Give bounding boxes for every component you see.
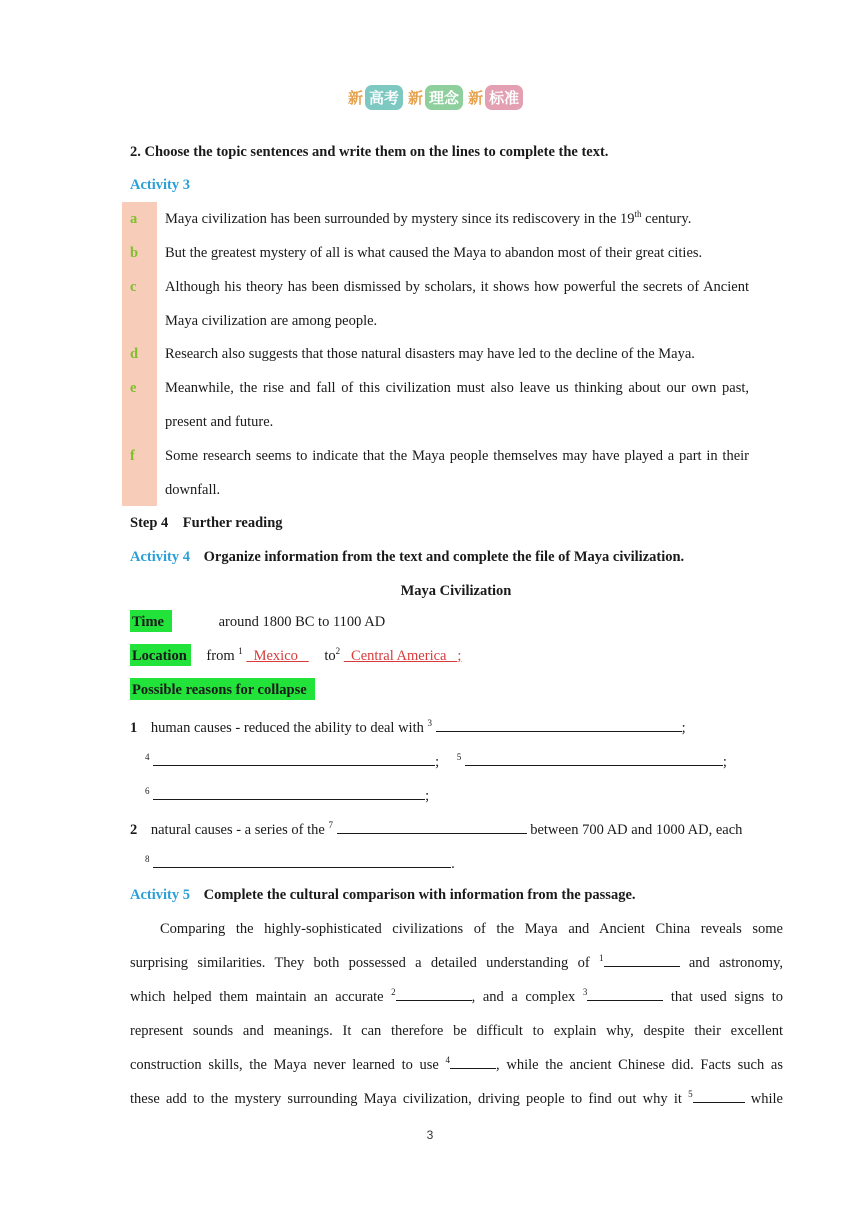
logo-part: 标准 — [485, 85, 523, 110]
option-b: But the greatest mystery of all is what caused the Maya to abandon most of their great cities. — [165, 245, 703, 261]
option-letter-b: b — [130, 245, 139, 261]
blank-4[interactable] — [153, 752, 435, 766]
blank-8[interactable] — [153, 854, 451, 868]
option-letter-c: c — [130, 279, 137, 295]
header-logo — [346, 84, 526, 110]
option-f: Some research seems to indicate that the Maya people themselves may have played a part in their downfall. — [165, 448, 749, 498]
option-letter-f: f — [130, 448, 135, 464]
activity5-instruction: Complete the cultural comparison with information from the passage. — [203, 887, 636, 903]
logo-part: 新 — [408, 88, 424, 107]
activity4-header — [130, 549, 684, 566]
blank-p5[interactable] — [693, 1089, 745, 1103]
option-d: Research also suggests that those natural disasters may have led to the decline of the Maya. — [165, 346, 695, 362]
passage-line-3: which helped them maintain an accurate $^2$ , and a complex $^3$ that used signs to — [130, 987, 783, 1005]
time-label: Time — [130, 610, 172, 632]
section-title: 2. Choose the topic sentences and write them on the lines to complete the text. — [130, 144, 609, 160]
passage-line-5: construction skills, the Maya never learned to use $^4$ , while the ancient Chinese did. Facts such as — [130, 1055, 783, 1073]
activity4-instruction: Organize information from the text and complete the file of Maya civilization. — [203, 549, 685, 565]
logo-part: 高考 — [365, 85, 403, 110]
blank-p3[interactable] — [587, 987, 663, 1001]
cause-item-2: 2 natural causes - a series of the $^7$ between 700 AD and 1000 AD, each — [130, 820, 743, 838]
activity5-header — [130, 887, 636, 904]
cause-item-1: 1 human causes - reduced the ability to deal with $^3$ ; — [130, 718, 686, 736]
time-row — [130, 614, 385, 631]
step4-title: Step 4 Further reading — [130, 515, 283, 531]
option-letter-a: a — [130, 211, 138, 227]
passage-line-6: these add to the mystery surrounding Maya civilization, driving people to find out why it $^5$ while — [130, 1089, 783, 1107]
blank-6[interactable] — [153, 786, 425, 800]
reasons-row — [130, 682, 315, 699]
passage-line-1: Comparing the highly-sophisticated civilizations of the Maya and Ancient China reveals some — [160, 921, 783, 937]
blank-p2[interactable] — [396, 987, 472, 1001]
activity3-label: Activity 3 — [130, 177, 190, 193]
option-e: Meanwhile, the rise and fall of this civilization must also leave us thinking about our own past, present and future. — [165, 380, 749, 430]
file-title: Maya Civilization — [400, 583, 512, 599]
letter-column — [122, 202, 157, 506]
option-a: Maya civilization has been surrounded by mystery since its rediscovery in the 19th century. — [165, 209, 692, 227]
blank-6-row: $^6$ ; — [145, 786, 430, 804]
option-c: Although his theory has been dismissed by scholars, it shows how powerful the secrets of Ancient Maya civilization are among people. — [165, 279, 749, 329]
blank-8-row: $^8$ . — [145, 854, 455, 872]
blank-7[interactable] — [337, 820, 527, 834]
blank-3[interactable] — [436, 718, 682, 732]
blank-p1[interactable] — [604, 953, 680, 967]
activity5-label: Activity 5 — [130, 887, 190, 903]
activity4-label: Activity 4 — [130, 549, 190, 565]
passage-line-4: represent sounds and meanings. It can therefore be difficult to explain why, despite their excellent — [130, 1023, 783, 1039]
passage-line-2: surprising similarities. They both possessed a detailed understanding of $^1$ and astronomy, — [130, 953, 784, 971]
location-row: Location from $^1$ Mexico $to^2$ Central America ; — [130, 648, 461, 665]
location-to: to — [324, 648, 336, 664]
answer-1: Mexico — [253, 648, 298, 664]
blank-p4[interactable] — [450, 1055, 496, 1069]
answer-2: Central America ; — [351, 648, 462, 664]
option-letter-e: e — [130, 380, 137, 396]
location-from: from — [206, 648, 235, 664]
logo-part: 新 — [348, 88, 364, 107]
page-number: 3 — [426, 1128, 434, 1142]
location-label: Location — [130, 644, 191, 666]
blanks-4-5: $^4$ ; $^5$ ; — [145, 752, 727, 770]
logo-part: 理念 — [425, 85, 463, 110]
time-value: around 1800 BC to 1100 AD — [218, 614, 386, 630]
option-letter-d: d — [130, 346, 139, 362]
blank-5[interactable] — [465, 752, 723, 766]
logo-part: 新 — [468, 88, 484, 107]
reasons-label: Possible reasons for collapse — [130, 678, 315, 700]
